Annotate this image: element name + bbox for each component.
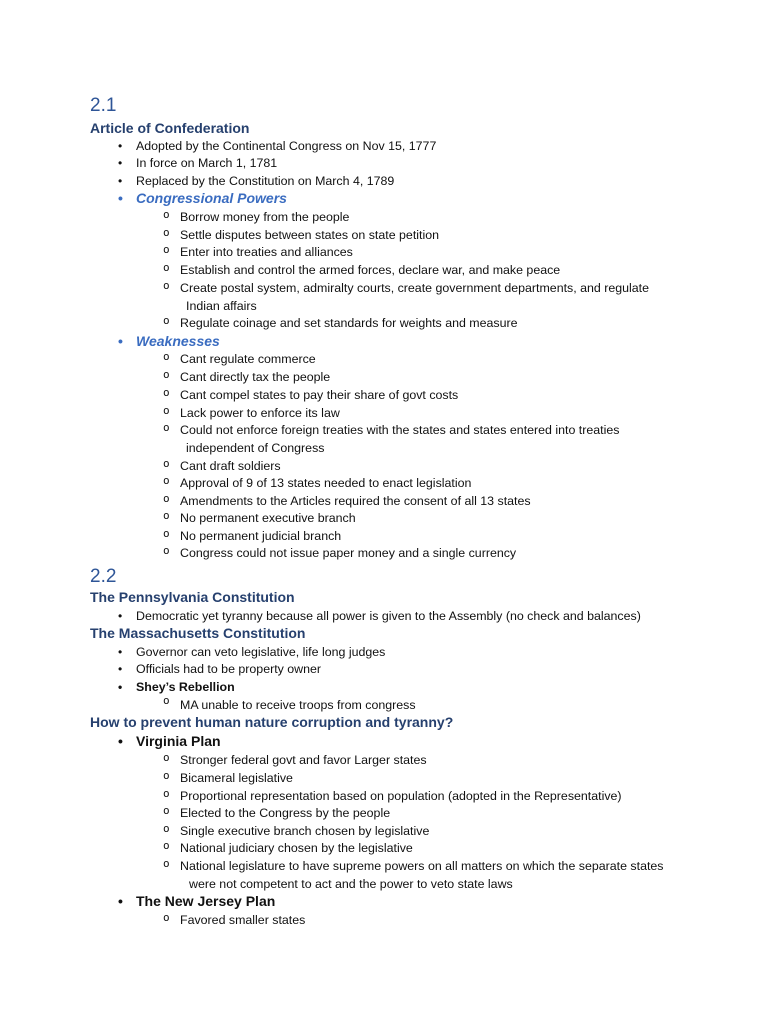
list-item: o Approval of 9 of 13 states needed to enact legislation: [163, 474, 472, 490]
list-item: o Cant regulate commerce: [163, 350, 316, 366]
list-item: o No permanent executive branch: [163, 509, 356, 525]
heading-pennsylvania-constitution: The Pennsylvania Constitution: [90, 589, 295, 605]
section-number-2-1: 2.1: [90, 95, 117, 116]
section-number-2-2: 2.2: [90, 566, 117, 587]
list-item: • Democratic yet tyranny because all power is given to the Assembly (no check and balances): [118, 609, 641, 623]
list-item: • In force on March 1, 1781: [118, 156, 278, 170]
list-item: o Could not enforce foreign treaties with the states and states entered into treaties independent of Congress: [163, 421, 620, 455]
list-item: o Create postal system, admiralty courts, create government departments, and regulate Indian affairs: [163, 279, 650, 313]
list-item: o Lack power to enforce its law: [163, 404, 340, 420]
list-item: • Shey’s Rebellion: [118, 680, 235, 694]
heading-massachusetts-constitution: The Massachusetts Constitution: [90, 625, 306, 641]
list-item: o Congress could not issue paper money and a single currency: [163, 544, 517, 560]
list-item: o Establish and control the armed forces, declare war, and make peace: [163, 261, 561, 277]
list-item: o Proportional representation based on population (adopted in the Representative): [163, 787, 622, 803]
list-item: o No permanent judicial branch: [163, 527, 342, 543]
list-item: o Settle disputes between states on state petition: [163, 226, 439, 242]
list-item: o Cant directly tax the people: [163, 368, 331, 384]
list-item: • Adopted by the Continental Congress on Nov 15, 1777: [118, 139, 437, 153]
list-item: o Amendments to the Articles required the consent of all 13 states: [163, 492, 531, 508]
list-item: • Governor can veto legislative, life long judges: [118, 645, 386, 659]
list-item: o Enter into treaties and alliances: [163, 243, 353, 259]
list-item: o MA unable to receive troops from congress: [163, 694, 416, 712]
list-item: • Replaced by the Constitution on March 4, 1789: [118, 174, 395, 188]
list-item: o Stronger federal govt and favor Larger states: [163, 751, 427, 767]
list-item: o Regulate coinage and set standards for weights and measure: [163, 314, 518, 330]
list-item: o Elected to the Congress by the people: [163, 804, 391, 820]
heading-articles-of-confederation: Article of Confederation: [90, 120, 250, 136]
list-item: o Bicameral legislative: [163, 769, 293, 785]
list-item: o National legislature to have supreme powers on all matters on which the separate states were not competent to act and the power to veto state laws: [163, 857, 664, 891]
list-item: o Favored smaller states: [163, 911, 306, 927]
list-item: o Borrow money from the people: [163, 208, 350, 224]
list-item: o Cant draft soldiers: [163, 457, 281, 473]
list-item: o Cant compel states to pay their share of govt costs: [163, 386, 459, 402]
list-item: o National judiciary chosen by the legislative: [163, 839, 413, 855]
list-item: • Officials had to be property owner: [118, 662, 322, 676]
subheading-congressional-powers: • Congressional Powers: [118, 190, 287, 206]
subheading-virginia-plan: • Virginia Plan: [118, 733, 221, 749]
subheading-weaknesses: • Weaknesses: [118, 333, 220, 349]
heading-prevent-tyranny: How to prevent human nature corruption and tyranny?: [90, 714, 454, 730]
subheading-new-jersey-plan: • The New Jersey Plan: [118, 893, 276, 909]
list-item: o Single executive branch chosen by legislative: [163, 822, 430, 838]
